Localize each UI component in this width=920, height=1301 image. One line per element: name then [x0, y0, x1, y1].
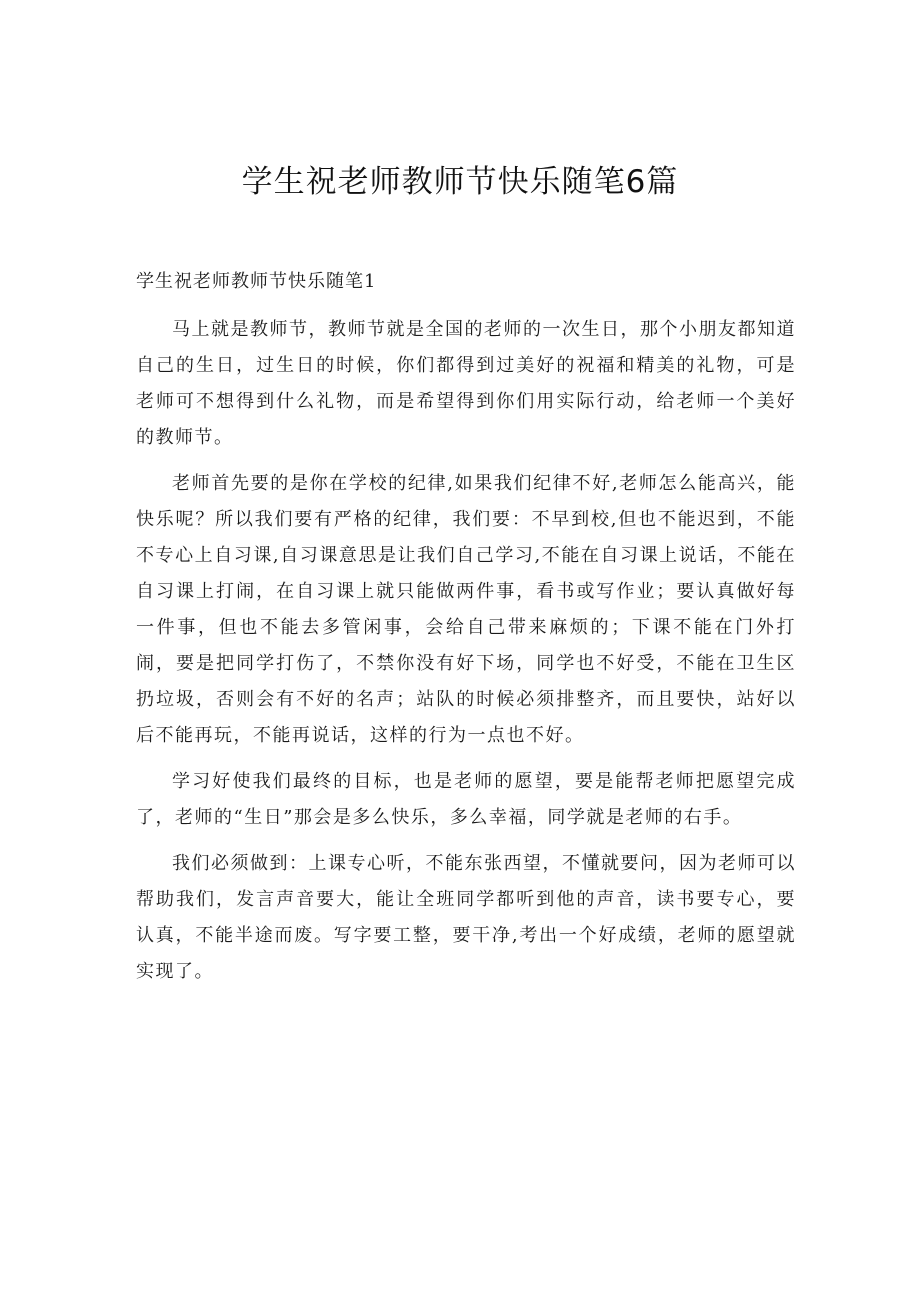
paragraph-3: 学习好使我们最终的目标，也是老师的愿望，要是能帮老师把愿望完成了，老师的“生日”那会是多么快乐，多么幸福，同学就是老师的右手。 [136, 771, 796, 828]
paragraph-1: 马上就是教师节，教师节就是全国的老师的一次生日，那个小朋友都知道自己的生日，过生日的时候，你们都得到过美好的祝福和精美的礼物，可是老师可不想得到什么礼物，而是希望得到你们用实际行动，给老师一个美好的教师节。 [136, 319, 796, 448]
document-title: 学生祝老师教师节快乐随笔6篇 [241, 164, 679, 200]
document-body [136, 312, 796, 1000]
paragraph-2: 老师首先要的是你在学校的纪律,如果我们纪律不好,老师怎么能高兴，能快乐呢？所以我们要有严格的纪律，我们要：不早到校,但也不能迟到，不能不专心上自习课,自习课意思是让我们自己学习,不能在自习课上说话，不能在自习课上打闹，在自习课上就只能做两件事，看书或写作业；要认真做好每一件事，但也不能去多管闲事，会给自己带来麻烦的；下课不能在门外打闹，要是把同学打伤了，不禁你没有好下场，同学也不好受，不能在卫生区扔垃圾，否则会有不好的名声；站队的时候必须排整齐，而且要快，站好以后不能再玩，不能再说话，这样的行为一点也不好。 [136, 473, 796, 746]
section-heading: 学生祝老师教师节快乐随笔1 [136, 271, 377, 292]
paragraph-4: 我们必须做到：上课专心听，不能东张西望，不懂就要问，因为老师可以帮助我们，发言声音要大，能让全班同学都听到他的声音，读书要专心，要认真，不能半途而废。写字要工整，要干净,考出一个好成绩，老师的愿望就实现了。 [136, 853, 796, 982]
